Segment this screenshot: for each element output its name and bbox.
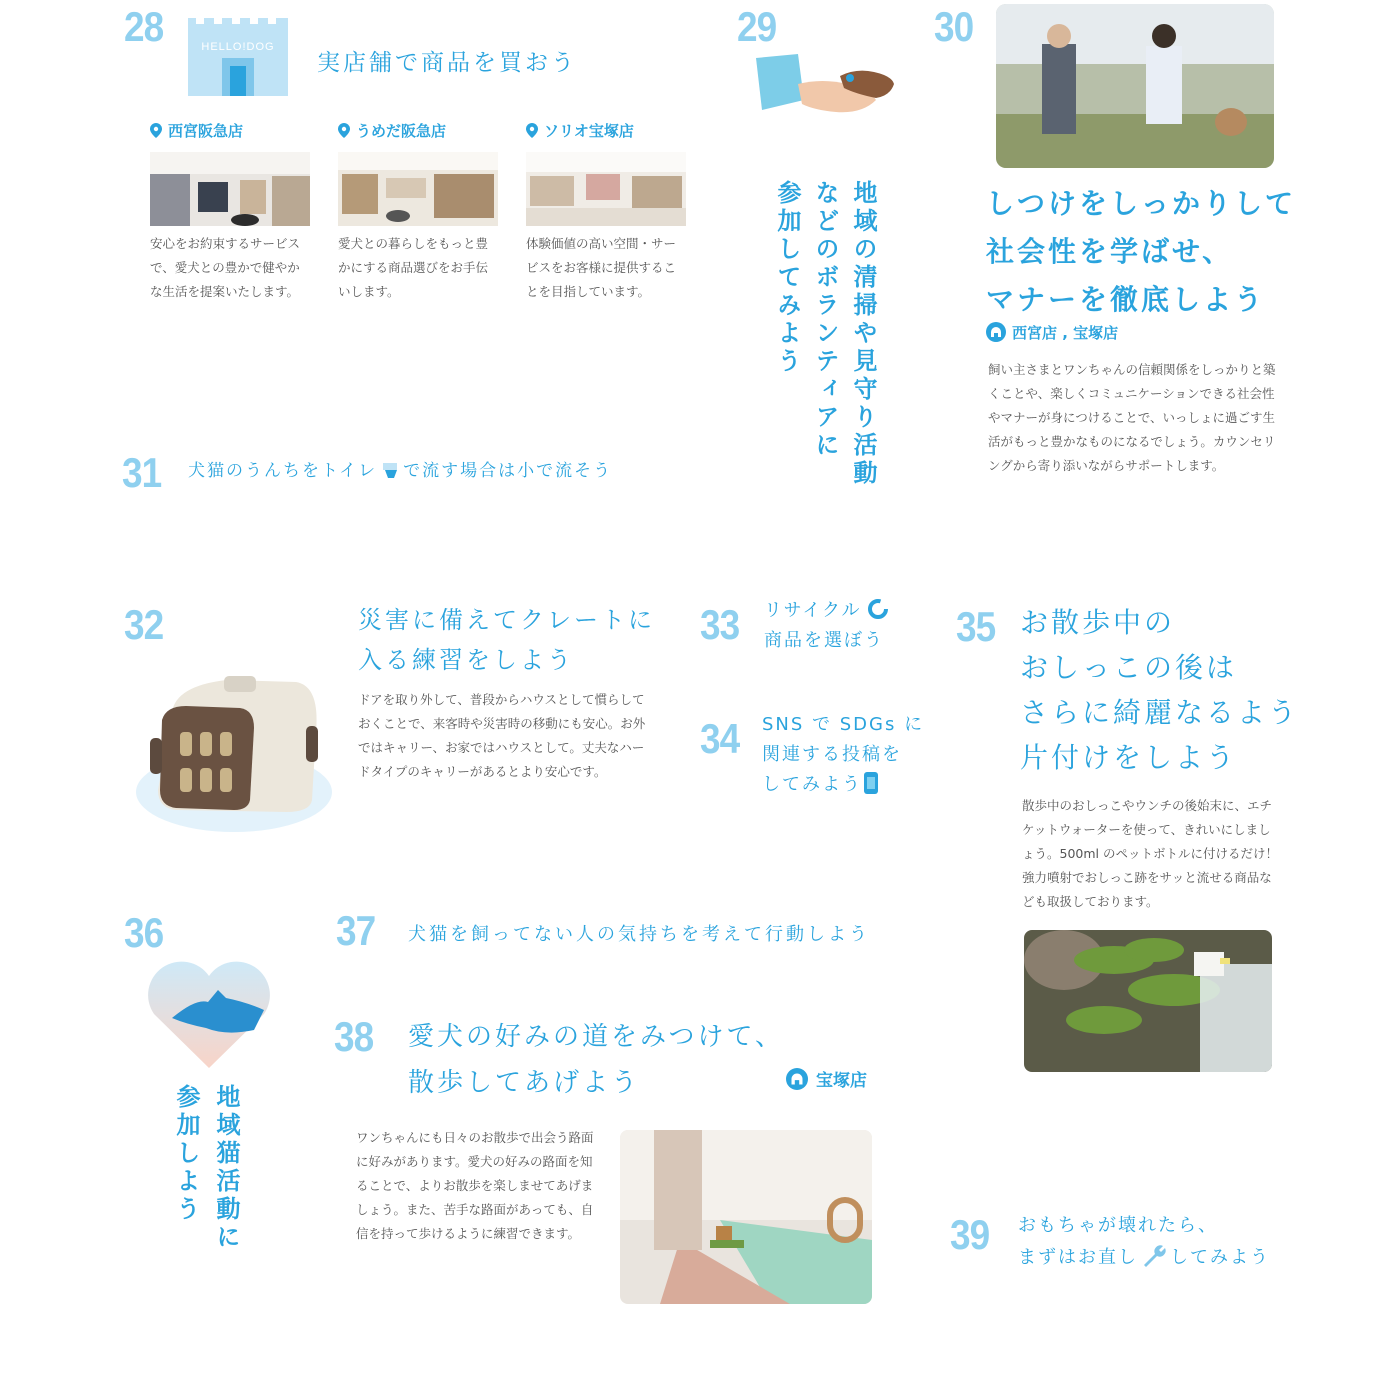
item-number-38: 38 [334,1013,374,1060]
store-photo-umeda [338,152,498,226]
section-title-33: リサイクル 商品を選ぼう [764,596,889,656]
shop-sign-text: HELLO!DOG [201,41,275,53]
item-number-37: 37 [336,907,376,954]
location-pin-icon [526,123,538,138]
store-text-takarazuka: 体験価値の高い空間・サービスをお客様に提供することを目指しています。 [526,236,677,299]
section-title-37: 犬猫を飼ってない人の気持ちを考えて行動しよう [408,924,870,945]
smartphone-icon [864,772,878,794]
location-pin-icon [338,123,350,138]
store-badge-icon [986,322,1006,342]
item-number-34: 34 [700,715,740,762]
section-text-35: 散歩中のおしっこやウンチの後始末に、エチケットウォーターを使って、きれいにしましょう。500ml のペットボトルに付けるだけ！ 強力噴射でおしっこ跡をサッと流せる商品なども取扱しております。 [1022,798,1278,909]
store-label-30: 西宮店 , 宝塚店 [986,322,1118,343]
section-title-30: しつけをしっかりして 社会性を学ばせ、 マナーを徹底しよう [986,187,1297,316]
section-text-38: ワンちゃんにも日々のお散歩で出会う路面に好みがあります。愛犬の好みの路面を知ることで、よりお散歩を楽しませてあげましょう。また、苦手な路面があっても、自信を持って歩けるように練習できます。 [356,1130,594,1241]
location-pin-icon [150,123,162,138]
item-number-28: 28 [124,3,164,50]
store-photo-takarazuka [526,152,686,226]
item-number-39: 39 [950,1211,990,1258]
recycle-icon [867,598,889,620]
vertical-text-29-a: 地域の清掃や見守り活動 [849,180,877,488]
item-number-36: 36 [124,909,164,956]
shop-storefront-icon [188,18,288,96]
store-photo-nishinomiya [150,152,310,226]
walking-surface-photo [620,1130,872,1304]
store-name-nishinomiya: 西宮阪急店 [150,120,243,141]
section-title-32: 災害に備えてクレートに 入る練習をしよう [358,606,655,674]
store-name-takarazuka: ソリオ宝塚店 [526,120,634,141]
wrench-icon [1142,1245,1166,1267]
section-title-34: SNS で SDGs に 関連する投稿を してみよう [762,714,925,795]
section-title-39: おもちゃが壊れたら、 まずはお直し してみよう [1018,1215,1270,1268]
store-name-umeda: うめだ阪急店 [338,120,446,141]
section-title-38: 愛犬の好みの道をみつけて、 散歩してあげよう [408,1022,784,1098]
section-title-35: お散歩中の おしっこの後は さらに綺麗なるよう 片付けをしよう [1020,606,1300,774]
store-text-umeda: 愛犬との暮らしをもっと豊かにする商品選びをお手伝いします。 [338,236,489,299]
section-text-32: ドアを取り外して、普段からハウスとして慣らしておくことで、来客時や災害時の移動にも安心。お外ではキャリー、お家ではハウスとして。丈夫なハードタイプのキャリーがあるとより安心です。 [358,692,646,779]
heart-cat-icon [146,958,272,1070]
section-title-31: 犬猫のうんちをトイレ で流す場合は小で流そう [188,461,613,481]
etiquette-water-photo [1024,930,1272,1072]
store-badge-icon [786,1068,808,1090]
section-title-28: 実店舗で商品を買おう [317,50,577,76]
toilet-icon [381,461,399,479]
vertical-text-36-a: 地域猫活動に [212,1084,240,1252]
vertical-text-29-b: などのボランティアに [811,180,839,460]
store-text-nishinomiya: 安心をお約束するサービスで、愛犬との豊かで健やかな生活を提案いたします。 [150,236,301,299]
hand-paw-icon [752,54,894,116]
item-number-30: 30 [934,3,974,50]
item-number-29: 29 [737,3,777,50]
section-text-30: 飼い主さまとワンちゃんの信頼関係をしっかりと築くことや、楽しくコミュニケーションできる社会性やマナーが身につけることで、いっしょに過ごす生活がもっと豊かなものになるでしょう。カウンセリングから寄り添いながらサポートします。 [988,362,1276,473]
pet-crate-image [136,672,332,832]
item-number-32: 32 [124,601,164,648]
vertical-text-29-c: 参加してみよう [773,180,801,376]
vertical-text-36-b: 参加しよう [172,1084,200,1224]
item-number-35: 35 [956,603,996,650]
training-photo [996,4,1274,168]
item-number-33: 33 [700,601,740,648]
item-number-31: 31 [122,449,162,496]
store-label-38: 宝塚店 [786,1066,867,1091]
